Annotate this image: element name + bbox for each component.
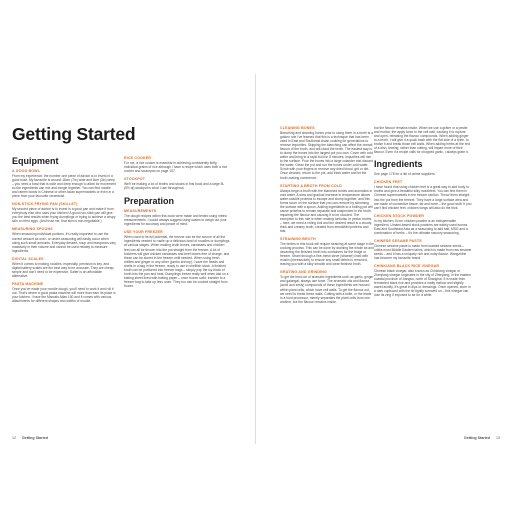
entry-text: Chinese sesame paste is made from toasted sesame seeds – unlike most Middle Eastern tahini, which is made from raw sesame seeds – and it has a uniquely rich and nutty flavour. Wangzhihe has become my favourite brand. (374, 243, 472, 260)
entry-text: When seasoning individual portions, it's really important to use the correct amount as over- or under-seasoning will easily occur when using such small amounts. Everyday dessert, soup and teaspoons vary massively in their volume and cannot be used reliably to measure ingredients. (12, 232, 116, 253)
continued-text (374, 126, 472, 154)
entry-text: but the flavour remains inside. When we use a grater or a pestle and mortar, the apply force to the cell wall, causing it to rupture and open, releasing the flavour compounds. When adding ginger to a broth, I will give it a quick bash with the flat side of a knife, to bruise it and break those cell walls. When adding herbs at the end of a dish, tearing, rather than cutting, will impart more of their flavour. Even if a recipe calls for chopped garlic, I always grate it. (374, 126, 471, 155)
technique-entry (280, 270, 374, 303)
ingredient-entry (374, 214, 472, 235)
ingredient-entry (374, 239, 472, 260)
entry-heading: CHICKEN STOCK POWDER (374, 213, 425, 218)
entry-text: From my experience, the number-one piece of advice is to invest in a good bowl. My favourite is around 18cm (7in) wide and 8cm (3in) deep – you need a bowl that is wide and deep enough to allow for movement so the ingredients can mix and mingle together. You can find noodle and ramen bowls in Chinese or other Asian supermarkets or even in a piece from your favourite ceramicist. (12, 174, 116, 199)
entry-text: To get the best out of aromatic ingredients such as garlic, ginger and galangal, always use force. The aromatic oils and flavour (acrid and zesty) compounds of these ingredients are housed within plant cells, which have cell walls. To get the flavour out, we need to break these walls. Cutting with a knife, or the blade in a food processor, merely separates the plant cells from one another, but the flavour remains inside. (280, 275, 374, 304)
preparation-column (124, 156, 230, 438)
running-head-right: Getting Started (464, 436, 490, 440)
entry-heading: STARTING A BROTH FROM COLD (280, 183, 342, 188)
ingredients-column (374, 126, 472, 438)
ingredients-intro: See page 178 for a list of online suppliers. (374, 172, 436, 177)
entry-text: The broths in this book will require straining at some stage in the cooking process. This can be done by draining the whole lot and decanting the finished broth into containers for the fridge or freezer. Strain through a fine-mesh sieve (strainer) lined with muslin (cheesecloth) to ensure any small debris is removed, leaving you with a silky smooth and clear finished broth. (280, 242, 374, 267)
equipment-entry (12, 282, 116, 303)
technique-entries (280, 126, 374, 304)
technique-entry (280, 184, 374, 234)
preparation-entry (124, 209, 230, 226)
entry-text: My second piece of advice is to invest in a good pan and make it from everybody else who uses your kitchen! A good non-stick pan will give you the best results when frying dumplings or trying to achieve a crispy skin on fried eggs. (And trust me, that skin is non-negotiable.) (12, 207, 116, 224)
equipment-column (12, 156, 116, 438)
kitchen-entry (124, 177, 230, 190)
entry-heading: STOCKPOT (124, 177, 146, 182)
page-number-right: 13 (496, 436, 500, 440)
entry-heading: CHINKIANG BLACK RICE VINEGAR (374, 264, 440, 269)
entry-text: I have found that using chicken feet is a great way to add body to broths and give a beautiful silky mouthfeel. You can find them in Chinese supermarkets in the freezer section. Throw them straight into the pot from the freezer. They have a large surface area and are made of connective tissue, fat and bone – the good stuff. If you can't find chicken feet, chicken wings will also do the trick. (374, 185, 472, 210)
equipment-entry (12, 202, 116, 223)
entry-heading: USE YOUR FREEZER (124, 230, 163, 235)
entry-heading: RICE COOKER (124, 156, 152, 160)
entry-text: In my kitchen, Knorr chicken powder is an indispensable ingredient. Umami-based stock powders are widely used across East and Southeast Asia as a seasoning to add salt, MSG and a combination of herbs – it's the ultimate savoury seasoning. (374, 218, 468, 235)
equipment-entry (12, 169, 116, 198)
technique-entry (280, 126, 374, 180)
ingredient-entry (374, 264, 472, 297)
entry-text: We'll be making a lot of broths and stocks in this book and a large 5L (5½ qt) stockpot is what I use throughout. (124, 182, 225, 191)
entry-heading: CHINESE SESAME PASTE (374, 238, 422, 243)
ingredient-entries (374, 180, 472, 297)
entry-heading: CHICKEN FEET (374, 180, 403, 185)
entry-heading: CLEANING BONES (280, 126, 315, 130)
equipment-entry (12, 227, 116, 252)
running-head-left: Getting Started (22, 436, 48, 440)
equipment-entry (12, 257, 116, 278)
equipment-entries (12, 169, 116, 303)
preparation-heading: Preparation (124, 196, 175, 207)
page-number-left: 12 (12, 436, 16, 440)
preparation-entry (124, 230, 230, 288)
entry-heading: GRATING AND GRINDING (280, 270, 327, 275)
entry-text: The dough recipes within this book were made and tested using metric measurements. I would always suggest using scales to weigh out your ingredients for accuracy and peace of mind. (124, 214, 227, 227)
left-page (0, 74, 256, 444)
entry-heading: MEASURING SPOONS (12, 227, 53, 232)
entry-text: Chinese black vinegar, also known as Chinkiang vinegar or Zhenjiang vinegar originates in the city of Zhenjiang, in the eastern coastal province of Jiangsu, north of Shanghai. It is made from fermented black rice and provides a malty mellow and slightly sweet acidity. It's great in dips or dressings. Once opened, store in a dark cupboard with the lid tightly screwed on – this vinegar can lose its zing if exposed to air for a while. (374, 269, 472, 298)
entry-heading: MEASUREMENTS (124, 209, 157, 214)
entry-heading: DIGITAL SCALES (12, 256, 44, 261)
technique-column (280, 126, 374, 438)
technique-entry (280, 237, 374, 266)
kitchen-entry (124, 156, 230, 173)
gutter-column (474, 126, 508, 438)
ingredient-entry (374, 180, 472, 209)
entry-text: For me, a rice cooker is essential in achieving consistently fluffy, individual grains of rice although I have a recipe which uses both a rice cooker and saucepan on page 157. (124, 161, 228, 174)
ingredients-heading: Ingredients (374, 159, 423, 170)
equipment-heading: Equipment (12, 156, 59, 166)
entry-heading: NON-STICK FRYING PAN (SKILLET) (12, 202, 78, 207)
entry-heading: STRAINING BROTH (280, 237, 316, 242)
entry-heading: A GOOD BOWL (12, 169, 41, 173)
continued-paragraph (374, 126, 472, 154)
entry-text: When it comes to making noodles, especially, precision is key, and digital battery scales are the best way to be accurate. They are cheap, simple and don't need to be expensive. Salter is an affordable alternative. (12, 261, 115, 278)
entry-text: When used to its full potential, the freezer can be the source of all the ingredients needed to rustle up a delicious bowl of noodles or dumplings at various stages. When making broth bones, carcasses and chicken feet can all be thrown into the pot straight from the freezer. A lot of butchers will give chicken carcasses and beef bones free of charge, and these can be stored in the freezer until needed. When using fresh chillies and ginger or any other (jumbo shrimp), I save the heads and shells in a bag in the freezer, ready to use in shellfish stock. A finished broth can be portioned into freezer bags – simply pop the icy block of broth into the pan and heat. Dumplings freeze really well when laid on a baking sheet lined with baking paper – once frozen solid, transfer to a freezer bag to take up less room. They too can be cooked straight from frozen. (124, 235, 230, 288)
kitchen-entries (124, 156, 230, 190)
entry-text: Blanching and cleaning bones prior to using them in a broth is a golden rule I've learned that this is a technique that has been used in East and Southeast Asian cooking for generations to remove impurities. Skipping the blanching can affect the overall flavour of the broth, and will cloud the broth. The easiest way is to dump the bones into the largest pot you own. Cover with cold water and bring to a rapid boil for 5 minutes; impurities will rise to the surface. Pour the bones into a large colander and discard the water. Clean the pot and run the bones under cold water. Scrub with your fingers to remove any dried blood, grit or dirt. Once cleaned, return to the pot, add fresh water and let the broth-making commence. (280, 131, 373, 180)
page-title: Getting Started (12, 124, 136, 144)
entry-text: Once you've made your noodle dough, you'll need to work it and roll it out. That's where a good pasta machine will more than earn its place in your kitchen. I have the Marcato Atlas 150 and it comes with various attachments for different shapes and widths of noodle. (12, 286, 116, 304)
preparation-entries (124, 209, 230, 288)
right-page (256, 74, 512, 444)
entry-heading: PASTA MACHINE (12, 281, 44, 286)
entry-text: Always begin a broth with the blanched bones and aromatics in cold water. A slow and gradual increase in temperature allows water-soluble proteins to escape and clump together, and this forms scum on the surface that you can remove by skimming the surface with a spoon. Adding ingredients to a boiling pot will cause proteins to remain separate and suspended in the broth, impairing the flavour and causing it to be clouded. The exception to this rule is when making tonkotsu or pedon broths – here, we need a rolling boil and the desired result is a cloudy, thick and creamy broth, created from emulsified proteins and fats. (280, 188, 373, 234)
